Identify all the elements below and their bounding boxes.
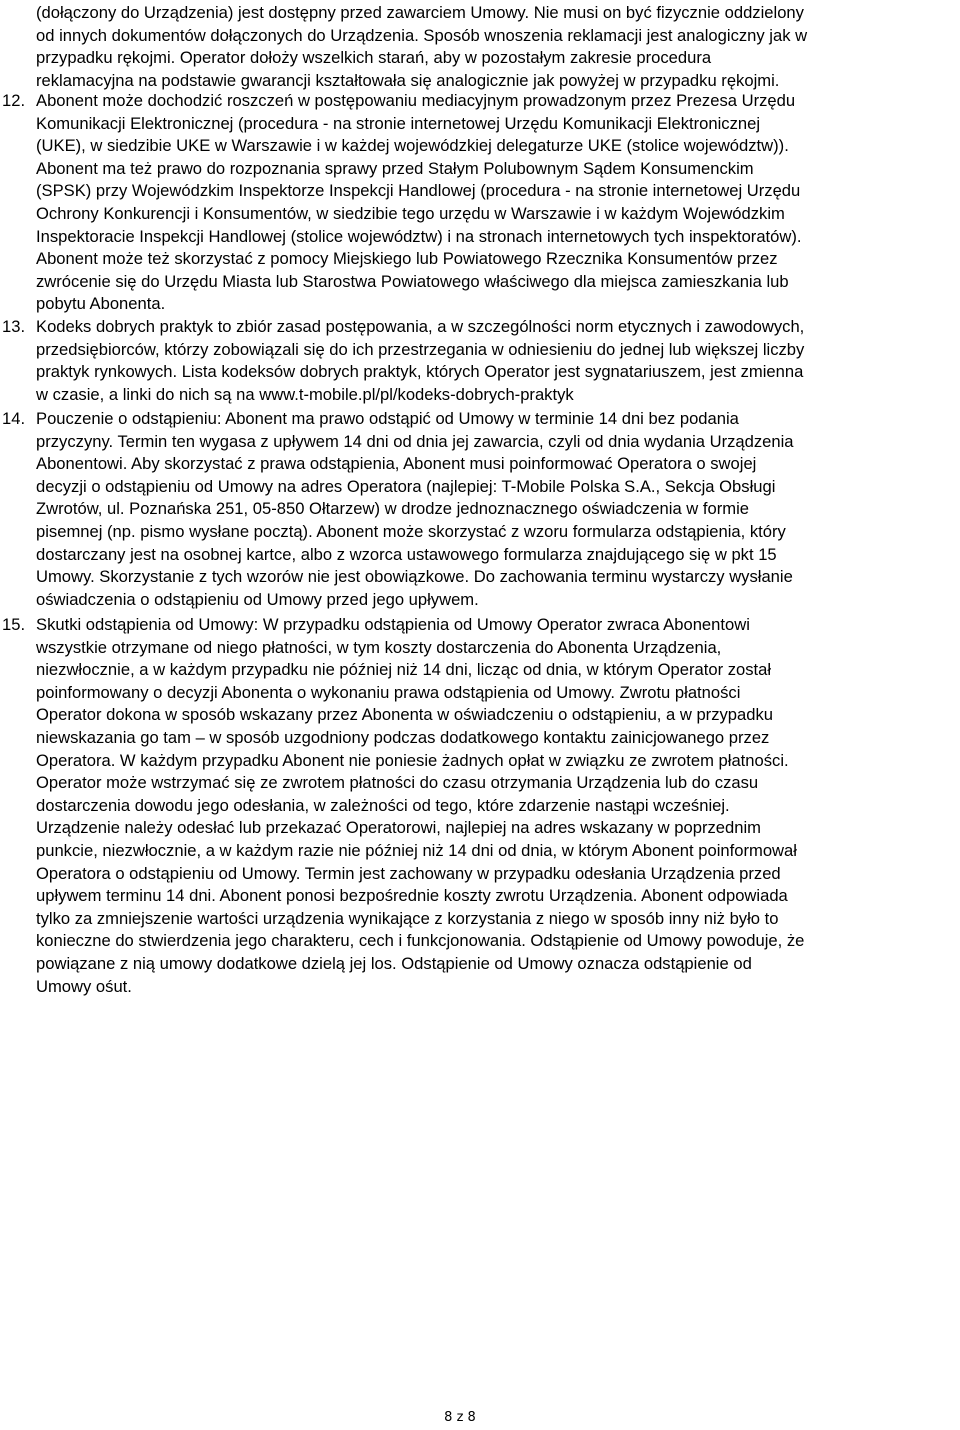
text-line: w czasie, a linki do nich są na www.t-mobile.pl/pl/kodeks-dobrych-praktyk (36, 384, 574, 404)
text-line: Skutki odstąpienia od Umowy: W przypadku odstąpienia od Umowy Operator zwraca Abonentowi (36, 615, 750, 634)
text-line: pisemnej (np. pismo wysłane pocztą). Abonent może skorzystać z wzoru formularza odstąpienia, który (36, 521, 786, 541)
text-line: dostarczenia dowodu jego odesłania, w zależności od tego, które zdarzenie nastąpi wcześniej. (36, 795, 730, 815)
continuation-paragraph (36, 2, 956, 92)
text-line: oświadczenia o odstąpieniu od Umowy przed jego upływem. (36, 589, 479, 609)
page-number: 8 z 8 (444, 1410, 476, 1425)
text-line: przyczyny. Termin ten wygasa z upływem 14 dni od dnia jej zawarcia, czyli od dnia wydania Urządzenia (36, 431, 794, 451)
text-line: Umowy ośut. (36, 976, 132, 996)
text-line: Abonent może dochodzić roszczeń w postępowaniu mediacyjnym prowadzonym przez Prezesa Urzędu (36, 91, 796, 110)
text-line: od innych dokumentów dołączonych do Urządzenia. Sposób wnoszenia reklamacji jest analogiczny jak w (36, 25, 808, 45)
text-line: tylko za zmniejszenie wartości urządzenia wynikające z korzystania z niego w sposób inny niż było to (36, 908, 779, 928)
text-line: wszystkie otrzymane od niego płatności, w tym koszty dostarczenia do Abonenta Urządzenia, (36, 637, 722, 657)
text-line: Komunikacji Elektronicznej (procedura - na stronie internetowej Urzędu Komunikacji Elektronicznej (36, 113, 761, 133)
text-line: Operatora. W każdym przypadku Abonent nie poniesie żadnych opłat w związku ze zwrotem płatności. (36, 750, 789, 770)
item-body (36, 614, 956, 998)
text-line: reklamacyjna na podstawie gwarancji kształtowała się analogicznie jak powyżej w przypadku rękojmi. (36, 70, 780, 90)
text-line: praktyk rynkowych. Lista kodeksów dobrych praktyk, których Operator jest sygnatariuszem, jest zmienna (36, 362, 804, 382)
item-number: 15. (2, 615, 26, 634)
text-line: Abonentowi. Aby skorzystać z prawa odstąpienia, Abonent musi poinformować Operatora o swojej (36, 454, 757, 474)
text-line: Operatora o odstąpieniu od Umowy. Termin jest zachowany w przypadku odesłania Urządzenia przed (36, 863, 781, 883)
item-body (36, 90, 956, 316)
item-number: 14. (2, 409, 26, 428)
text-line: niezwłocznie, a w każdym przypadku nie później niż 14 dni, licząc od dnia, w którym Operator został (36, 660, 772, 680)
text-line: Kodeks dobrych praktyk to zbiór zasad postępowania, a w szczególności norm etycznych i zawodowych, (36, 317, 805, 336)
item-body (36, 316, 956, 406)
text-line: przedsiębiorców, którzy zobowiązali się do ich przestrzegania w odniesieniu do jednej lub większej liczby (36, 339, 805, 359)
text-line: pobytu Abonenta. (36, 294, 166, 314)
text-line: (SPSK) przy Wojewódzkim Inspektorze Inspekcji Handlowej (procedura - na stronie internetowej Urzędu (36, 181, 801, 201)
text-line: Urządzenie należy odesłać lub przekazać Operatorowi, najlepiej na adres wskazany w poprzednim (36, 818, 761, 838)
text-line: upływem terminu 14 dni. Abonent ponosi bezpośrednie koszty zwrotu Urządzenia. Abonent odpowiada (36, 886, 788, 906)
text-line: punkcie, niezwłocznie, a w każdym razie nie później niż 14 dni od dnia, w którym Abonent poinformował (36, 840, 797, 860)
text-line: decyzji o odstąpieniu od Umowy na adres Operatora (najlepiej: T-Mobile Polska S.A., Sekcja Obsługi (36, 476, 776, 496)
text-line: Abonent może też skorzystać z pomocy Miejskiego lub Powiatowego Rzecznika Konsumentów przez (36, 249, 778, 269)
item-body (36, 408, 956, 611)
text-line: Operator może wstrzymać się ze zwrotem płatności do czasu otrzymania Urządzenia lub do czasu (36, 773, 759, 793)
text-line: Operator dokona w sposób wskazany przez Abonenta w oświadczeniu o odstąpieniu, a w przypadku (36, 705, 774, 725)
text-line: Zwrotów, ul. Poznańska 251, 05-850 Ołtarzew) w drodze jednoznacznego oświadczenia w formie (36, 499, 749, 519)
text-line: Ochrony Konkurencji i Konsumentów, w siedzibie tego urzędu w Warszawie i w każdym Wojewódzkim (36, 203, 785, 223)
text-line: Pouczenie o odstąpieniu: Abonent ma prawo odstąpić od Umowy w terminie 14 dni bez podania (36, 409, 739, 428)
text-line: (dołączony do Urządzenia) jest dostępny przed zawarciem Umowy. Nie musi on być fizycznie oddzielony (36, 3, 804, 22)
text-line: dostarczany jest na osobnej kartce, albo z wzorca ustawowego formularza znajdującego się w pkt 15 (36, 544, 777, 564)
text-line: niewskazania go tam – w sposób uzgodniony podczas dodatkowego kontaktu zainicjowanego przez (36, 727, 770, 747)
item-number: 12. (2, 91, 26, 110)
text-line: zwrócenie się do Urzędu Miasta lub Starostwa Powiatowego właściwego dla miejsca zamieszkania lub (36, 271, 789, 291)
text-line: Inspektoracie Inspekcji Handlowej (stolice województw) i na stronach internetowych tych inspektoratów). (36, 226, 802, 246)
text-line: poinformowany o decyzji Abonenta o wykonaniu prawa odstąpienia od Umowy. Zwrotu płatności (36, 682, 741, 702)
text-line: (UKE), w siedzibie UKE w Warszawie i w każdej wojewódzkiej delegaturze UKE (stolice województw)). (36, 136, 789, 156)
text-line: powiązane z nią umowy dodatkowe dzielą jej los. Odstąpienie od Umowy oznacza odstąpienie od (36, 953, 752, 973)
text-line: Umowy. Skorzystanie z tych wzorów nie jest obowiązkowe. Do zachowania terminu wystarczy wysłanie (36, 567, 793, 587)
text-line: konieczne do stwierdzenia jego charakteru, cech i funkcjonowania. Odstąpienie od Umowy powoduje, że (36, 931, 805, 951)
text-line: przypadku rękojmi. Operator dołoży wszelkich starań, aby w pozostałym zakresie procedura (36, 48, 712, 68)
text-line: Abonent ma też prawo do rozpoznania sprawy przed Stałym Polubownym Sądem Konsumenckim (36, 158, 754, 178)
item-number: 13. (2, 317, 26, 336)
